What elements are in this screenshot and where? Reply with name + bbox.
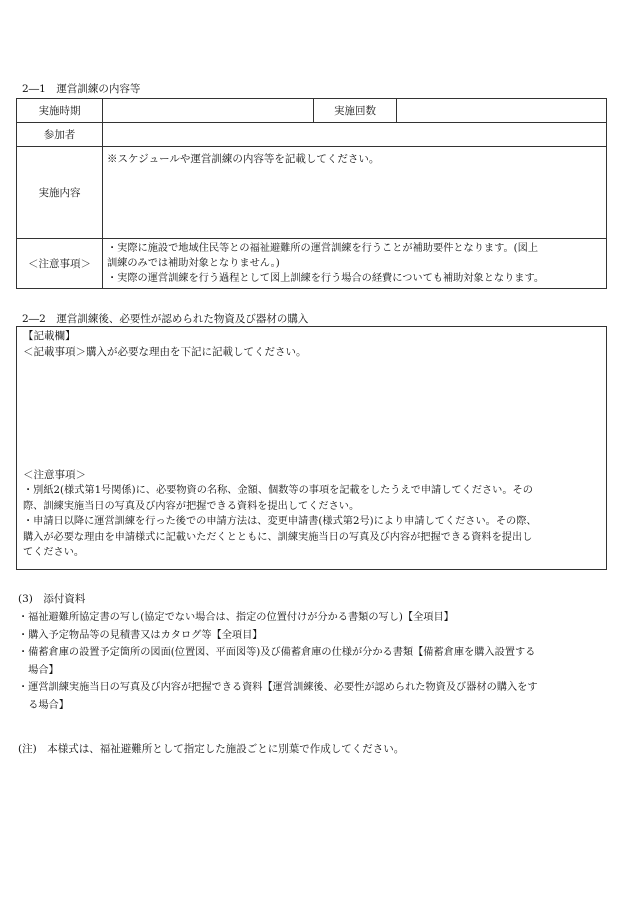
note-line: 際、訓練実施当日の写真及び内容が把握できる資料を提出してください。 [23, 500, 360, 512]
count-field[interactable] [397, 99, 607, 123]
participants-field[interactable] [103, 123, 607, 147]
note-line: 訓練のみでは補助対象となりません。) [107, 258, 280, 269]
section-2-1-heading: 2―1 運営訓練の内容等 [22, 83, 141, 95]
period-field[interactable] [103, 99, 314, 123]
list-item: ・福祉避難所協定書の写し(協定でない場合は、指定の位置付けが分かる書類の写し)【全項目】 [18, 612, 454, 623]
note-line: ・申請日以降に運営訓練を行った後での申請方法は、変更申請書(様式第2号)により申請してください。その際、 [23, 516, 537, 527]
note-line: てください。 [23, 547, 85, 558]
note-line: ・別紙2(様式第1号関係)に、必要物資の名称、金額、個数等の事項を記載をしたうえで申請してください。その [23, 485, 533, 496]
entry-box-notes [23, 483, 537, 561]
list-item: 場合】 [18, 664, 59, 676]
notes-label: ＜注意事項＞ [17, 239, 103, 289]
list-item: ・購入予定物品等の見積書又はカタログ等【全項目】 [18, 629, 263, 641]
entry-box-notes-label: ＜注意事項＞ [23, 469, 86, 481]
footnote: (注) 本様式は、福祉避難所として指定した施設ごとに別葉で作成してください。 [18, 743, 405, 755]
section-3-heading: (3) 添付資料 [18, 593, 86, 605]
entry-box-instruction: ＜記載事項＞購入が必要な理由を下記に記載してください。 [23, 346, 307, 358]
period-label: 実施時期 [17, 99, 103, 123]
entry-box[interactable] [16, 326, 607, 570]
note-line: 購入が必要な理由を申請様式に記載いただくとともに、訓練実施当日の写真及び内容が把握できる資料を提出し [23, 531, 533, 543]
list-item: ・備蓄倉庫の設置予定箇所の図面(位置図、平面図等)及び備蓄倉庫の仕様が分かる書類【備蓄倉庫を購入設置する [18, 647, 536, 658]
participants-label: 参加者 [17, 123, 103, 147]
list-item: ・運営訓練実施当日の写真及び内容が把握できる資料【運営訓練後、必要性が認められた物資及び器材の購入をす [18, 682, 538, 693]
attachments-list [18, 609, 538, 714]
content-instruction: ※スケジュールや運営訓練の内容等を記載してください。 [107, 153, 380, 165]
content-label: 実施内容 [17, 147, 103, 239]
notes-cell [103, 239, 607, 289]
training-content-table [16, 98, 607, 289]
note-line: ・実際に施設で地域住民等との福祉避難所の運営訓練を行うことが補助要件となります。(図上 [107, 243, 539, 254]
entry-box-title: 【記載欄】 [23, 330, 76, 342]
content-field[interactable] [103, 147, 607, 239]
section-2-2-heading: 2―2 運営訓練後、必要性が認められた物資及び器材の購入 [22, 313, 309, 325]
count-label: 実施回数 [314, 99, 397, 123]
note-line: ・実際の運営訓練を行う過程として図上訓練を行う場合の経費についても補助対象となります。 [107, 273, 545, 284]
list-item: る場合】 [18, 699, 69, 711]
